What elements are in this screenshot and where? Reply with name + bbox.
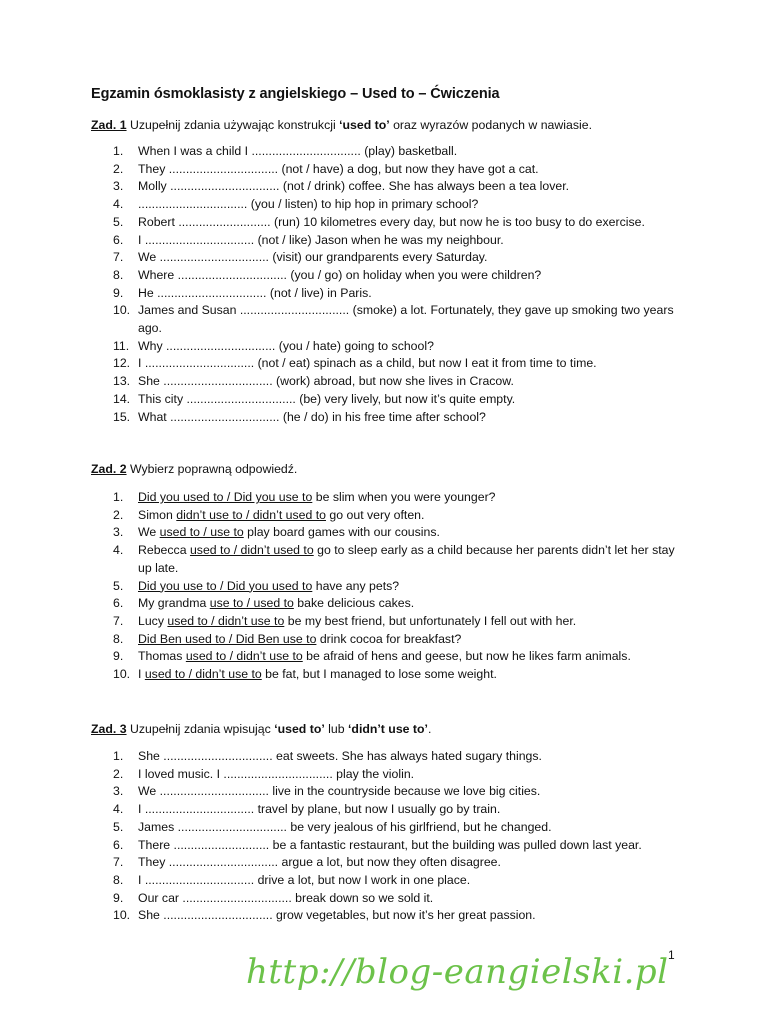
list-item bbox=[91, 232, 691, 250]
item-sentence: They ................................ (not / have) a dog, but now they have got a cat. bbox=[138, 161, 539, 176]
list-item bbox=[91, 595, 691, 613]
list-item bbox=[91, 249, 691, 267]
answer-choice[interactable]: used to / use to bbox=[159, 525, 244, 540]
answer-choice[interactable]: used to / didn’t use to bbox=[167, 613, 285, 628]
list-item bbox=[91, 854, 691, 872]
list-item bbox=[91, 578, 691, 596]
item-sentence: Robert ........................... (run) 10 kilometres every day, but now he is too busy to do exercise. bbox=[138, 214, 645, 229]
task3-instruction-d: ‘didn’t use to’ bbox=[348, 722, 428, 736]
task3-instruction-b: ‘used to’ bbox=[274, 722, 325, 736]
answer-choice[interactable]: Did you use to / Did you used to bbox=[138, 578, 313, 593]
list-item bbox=[91, 143, 691, 161]
list-item bbox=[91, 489, 691, 507]
item-sentence: Why ................................ (you / hate) going to school? bbox=[138, 338, 434, 353]
list-item bbox=[91, 837, 691, 855]
item-pre: Rebecca bbox=[138, 543, 190, 558]
item-number: 6. bbox=[113, 596, 124, 611]
item-pre: I bbox=[138, 667, 145, 682]
item-number: 10. bbox=[113, 303, 131, 318]
task1-list bbox=[91, 143, 691, 426]
task3-instruction-c: lub bbox=[324, 722, 349, 736]
item-number: 5. bbox=[113, 819, 124, 834]
item-number: 6. bbox=[113, 232, 124, 247]
list-item bbox=[91, 409, 691, 427]
task2-heading bbox=[91, 462, 297, 476]
item-number: 14. bbox=[113, 391, 131, 406]
item-sentence: We ................................ (visit) our grandparents every Saturday. bbox=[138, 250, 488, 265]
item-sentence: What ................................ (he / do) in his free time after school? bbox=[138, 409, 486, 424]
item-sentence: James and Susan ................................ (smoke) a lot. Fortunately, they gave up smoking two years ago. bbox=[138, 303, 674, 336]
item-number: 10. bbox=[113, 667, 131, 682]
task2-instruction: Wybierz poprawną odpowiedź. bbox=[126, 462, 298, 476]
item-number: 5. bbox=[113, 214, 124, 229]
item-number: 3. bbox=[113, 525, 124, 540]
item-sentence: I ................................ (not / eat) spinach as a child, but now I eat it from time to time. bbox=[138, 356, 597, 371]
list-item bbox=[91, 542, 691, 577]
list-item bbox=[91, 267, 691, 285]
answer-choice[interactable]: use to / used to bbox=[209, 596, 294, 611]
task2-label: Zad. 2 bbox=[91, 462, 127, 476]
item-post: drink cocoa for breakfast? bbox=[316, 631, 462, 646]
item-sentence: I ................................ drive a lot, but now I work in one place. bbox=[138, 872, 471, 887]
item-sentence: I loved music. I ................................ play the violin. bbox=[138, 766, 415, 781]
task2-list bbox=[91, 489, 691, 684]
item-number: 2. bbox=[113, 161, 124, 176]
item-sentence: She ................................ (work) abroad, but now she lives in Cracow. bbox=[138, 374, 514, 389]
item-number: 3. bbox=[113, 179, 124, 194]
answer-choice[interactable]: used to / didn’t used to bbox=[189, 543, 314, 558]
item-post: be afraid of hens and geese, but now he likes farm animals. bbox=[302, 649, 631, 664]
item-sentence: Molly ................................ (not / drink) coffee. She has always been a tea lover. bbox=[138, 179, 570, 194]
item-number: 1. bbox=[113, 490, 124, 504]
list-item bbox=[91, 801, 691, 819]
list-item bbox=[91, 373, 691, 391]
list-item bbox=[91, 302, 691, 337]
item-number: 12. bbox=[113, 356, 131, 371]
task3-instruction-e: . bbox=[427, 722, 432, 736]
list-item bbox=[91, 666, 691, 684]
item-sentence: I ................................ (not / like) Jason when he was my neighbour. bbox=[138, 232, 504, 247]
item-pre: Simon bbox=[138, 507, 177, 522]
item-number: 9. bbox=[113, 649, 124, 664]
item-sentence: James ................................ be very jealous of his girlfriend, but he changed. bbox=[138, 819, 552, 834]
item-pre: My grandma bbox=[138, 596, 210, 611]
item-sentence: She ................................ eat sweets. She has always hated sugary things. bbox=[138, 749, 542, 763]
item-number: 6. bbox=[113, 837, 124, 852]
task3-instruction-a: Uzupełnij zdania wpisując bbox=[126, 722, 275, 736]
item-sentence: He ................................ (not / live) in Paris. bbox=[138, 285, 372, 300]
item-sentence: Our car ................................ break down so we sold it. bbox=[138, 890, 434, 905]
item-post: play board games with our cousins. bbox=[243, 525, 440, 540]
list-item bbox=[91, 355, 691, 373]
item-number: 2. bbox=[113, 766, 124, 781]
list-item bbox=[91, 748, 691, 766]
list-item bbox=[91, 890, 691, 908]
item-number: 2. bbox=[113, 507, 124, 522]
item-post: go to sleep early as a child because her parents didn’t let her stay up late. bbox=[138, 543, 675, 575]
item-number: 7. bbox=[113, 613, 124, 628]
item-post: have any pets? bbox=[312, 578, 400, 593]
item-number: 7. bbox=[113, 855, 124, 870]
answer-choice[interactable]: Did you used to / Did you use to bbox=[138, 490, 313, 504]
task3-list bbox=[91, 748, 691, 925]
item-post: be slim when you were younger? bbox=[312, 490, 496, 504]
list-item bbox=[91, 285, 691, 303]
item-number: 1. bbox=[113, 144, 124, 158]
item-sentence: ................................ (you / listen) to hip hop in primary school? bbox=[138, 197, 479, 212]
item-number: 9. bbox=[113, 890, 124, 905]
item-number: 7. bbox=[113, 250, 124, 265]
item-sentence: When I was a child I ................................ (play) basketball. bbox=[138, 144, 458, 158]
list-item bbox=[91, 161, 691, 179]
task1-label: Zad. 1 bbox=[91, 118, 127, 132]
answer-choice[interactable]: didn’t use to / didn’t used to bbox=[176, 507, 326, 522]
item-number: 3. bbox=[113, 784, 124, 799]
item-number: 8. bbox=[113, 631, 124, 646]
item-post: be fat, but I managed to lose some weight. bbox=[261, 667, 497, 682]
item-sentence: She ................................ grow vegetables, but now it’s her great passion. bbox=[138, 908, 536, 923]
list-item bbox=[91, 766, 691, 784]
task1-heading bbox=[91, 118, 592, 132]
list-item bbox=[91, 214, 691, 232]
task1-instruction-a: Uzupełnij zdania używając konstrukcji bbox=[126, 118, 340, 132]
item-number: 8. bbox=[113, 872, 124, 887]
item-number: 11. bbox=[113, 338, 130, 353]
item-sentence: Where ................................ (you / go) on holiday when you were children? bbox=[138, 267, 542, 282]
task1-instruction-b: ‘used to’ bbox=[339, 118, 390, 132]
item-number: 4. bbox=[113, 802, 124, 817]
item-sentence: This city ................................ (be) very lively, but now it’s quite empty. bbox=[138, 391, 516, 406]
answer-choice[interactable]: used to / didn’t use to bbox=[144, 667, 262, 682]
item-number: 4. bbox=[113, 197, 124, 212]
task3-label: Zad. 3 bbox=[91, 722, 127, 736]
task3-heading bbox=[91, 722, 431, 736]
list-item bbox=[91, 524, 691, 542]
list-item bbox=[91, 631, 691, 649]
item-number: 8. bbox=[113, 267, 124, 282]
list-item bbox=[91, 907, 691, 925]
item-pre: Lucy bbox=[138, 613, 168, 628]
item-sentence: We ................................ live in the countryside because we love big cities. bbox=[138, 784, 541, 799]
item-post: bake delicious cakes. bbox=[293, 596, 415, 611]
page-number: 1 bbox=[668, 948, 675, 962]
item-number: 9. bbox=[113, 285, 124, 300]
list-item bbox=[91, 783, 691, 801]
list-item bbox=[91, 178, 691, 196]
item-sentence: There ............................ be a fantastic restaurant, but the building was pulled down last year. bbox=[138, 837, 642, 852]
item-post: go out very often. bbox=[326, 507, 425, 522]
item-number: 1. bbox=[113, 749, 124, 763]
item-pre: We bbox=[138, 525, 160, 540]
answer-choice[interactable]: used to / didn’t use to bbox=[185, 649, 303, 664]
task1-instruction-c: oraz wyrazów podanych w nawiasie. bbox=[389, 118, 592, 132]
list-item bbox=[91, 819, 691, 837]
list-item bbox=[91, 872, 691, 890]
list-item bbox=[91, 507, 691, 525]
page-title: Egzamin ósmoklasisty z angielskiego – Used to – Ćwiczenia bbox=[91, 86, 500, 102]
item-post: be my best friend, but unfortunately I fell out with her. bbox=[284, 613, 577, 628]
item-number: 15. bbox=[113, 409, 131, 424]
site-link[interactable]: http://blog-eangielski.pl bbox=[246, 952, 669, 992]
item-number: 10. bbox=[113, 908, 131, 923]
list-item bbox=[91, 648, 691, 666]
item-sentence: I ................................ travel by plane, but now I usually go by train. bbox=[138, 802, 501, 817]
list-item bbox=[91, 391, 691, 409]
answer-choice[interactable]: Did Ben used to / Did Ben use to bbox=[138, 631, 317, 646]
item-number: 4. bbox=[113, 543, 124, 558]
list-item bbox=[91, 613, 691, 631]
list-item bbox=[91, 338, 691, 356]
item-number: 13. bbox=[113, 374, 131, 389]
item-sentence: They ................................ argue a lot, but now they often disagree. bbox=[138, 855, 501, 870]
list-item bbox=[91, 196, 691, 214]
item-pre: Thomas bbox=[138, 649, 186, 664]
item-number: 5. bbox=[113, 578, 124, 593]
